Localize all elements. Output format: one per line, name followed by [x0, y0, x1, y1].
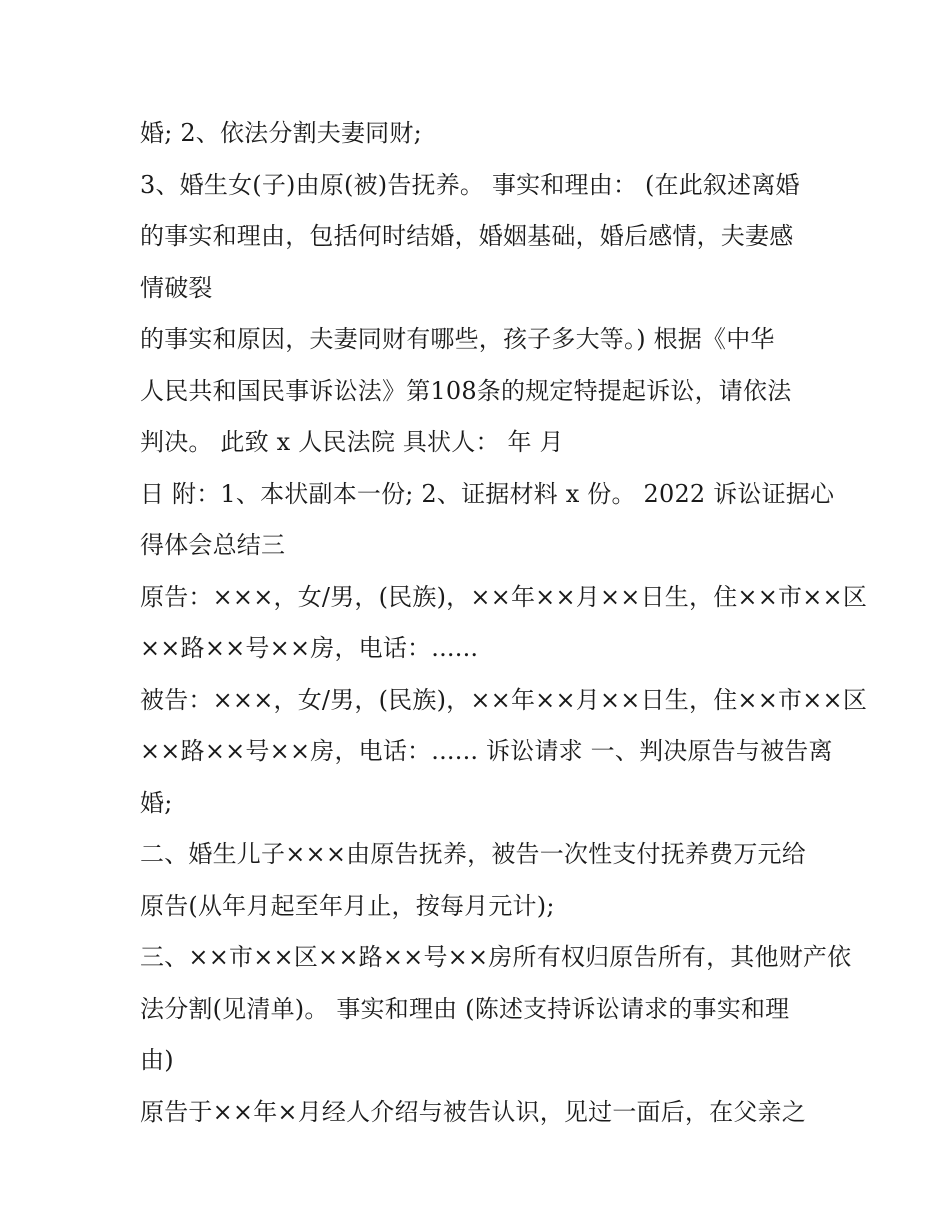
text-line: 的事实和原因，夫妻同财有哪些，孩子多大等。) 根据《中华 — [140, 325, 775, 353]
text-line: 原告：×××，女/男，(民族)，××年××月××日生，住××市××区 — [140, 582, 868, 611]
text-line: 三、××市××区××路××号××房所有权归原告所有，其他财产依 — [140, 943, 852, 971]
text-line: 3、婚生女(子)由原(被)告抚养。 事实和理由： (在此叙述离婚 — [140, 170, 800, 199]
text-line: 二、婚生儿子×××由原告抚养，被告一次性支付抚养费万元给 — [140, 840, 806, 868]
text-line: 婚; 2、依法分割夫妻同财; — [140, 119, 422, 147]
document-body — [140, 108, 868, 1138]
text-line: ××路××号××房，电话：...... — [140, 634, 479, 662]
text-line: 得体会总结三 — [140, 531, 286, 559]
text-line: 的事实和理由，包括何时结婚，婚姻基础，婚后感情，夫妻感 — [140, 222, 794, 250]
text-line: 原告于××年×月经人介绍与被告认识，见过一面后，在父亲之 — [140, 1097, 806, 1126]
text-line: 人民共和国民事诉讼法》第108条的规定特提起诉讼，请依法 — [140, 376, 792, 405]
text-line: 情破裂 — [140, 273, 213, 302]
text-line: ××路××号××房，电话：...... 诉讼请求 一、判决原告与被告离 — [140, 737, 833, 765]
text-line: 日 附：1、本状副本一份; 2、证据材料 x 份。 2022 诉讼证据心 — [140, 479, 835, 508]
text-line: 法分割(见清单)。 事实和理由 (陈述支持诉讼请求的事实和理 — [140, 994, 790, 1023]
text-line: 由) — [140, 1046, 174, 1074]
text-line: 判决。 此致 x 人民法院 具状人： 年 月 — [140, 428, 564, 456]
text-line: 被告：×××，女/男，(民族)，××年××月××日生，住××市××区 — [140, 685, 868, 714]
text-line: 婚; — [140, 788, 173, 817]
text-line: 原告(从年月起至年月止，按每月元计); — [140, 891, 555, 920]
